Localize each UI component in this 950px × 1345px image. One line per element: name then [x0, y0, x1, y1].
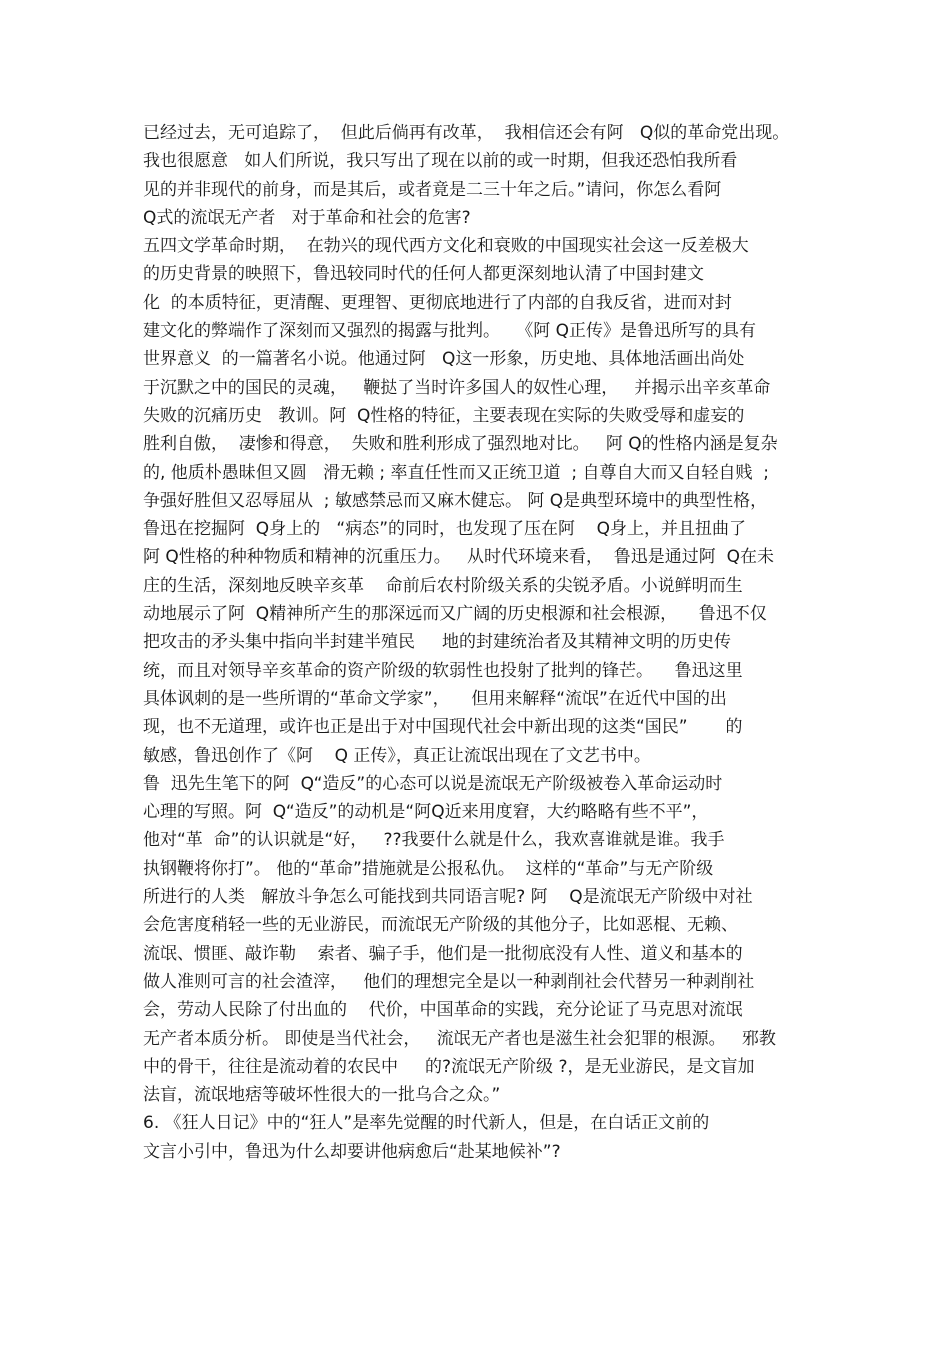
text-line: 的历史背景的映照下，鲁迅较同时代的任何人都更深刻地认清了中国封建文 [143, 264, 704, 285]
text-line: 会危害度稍轻一些的无业游民，而流氓无产阶级的其他分子，比如恶棍、无赖、 [143, 915, 738, 936]
text-line: 把攻击的矛头集中指向半封建半殖民 地的封建统治者及其精神文明的历史传 [143, 632, 732, 653]
text-line: 中的骨干，往往是流动着的农民中 的?流氓无产阶级 ?，是无业游民，是文盲加 [143, 1056, 755, 1077]
text-line: 鲁迅在挖掘阿 Q身上的 “病态”的同时，也发现了压在阿 Q身上，并且扭曲了 [143, 519, 747, 540]
text-line: 的, 他质朴愚昧但又圆 滑无赖 ; 率直任性而又正统卫道 ; 自尊自大而又自轻自贱 ; [143, 462, 770, 483]
text-line: 已经过去，无可追踪了， 但此后倘再有改革， 我相信还会有阿 Q似的革命党出现。 [143, 123, 790, 143]
text-line: 争强好胜但又忍辱屈从 ; 敏感禁忌而又麻木健忘。 阿 Q是典型环境中的典型性格， [143, 490, 768, 511]
text-line: 流氓、惯匪、敲诈勒 索者、骗子手，他们是一批彻底没有人性、道义和基本的 [143, 943, 743, 964]
text-line: 于沉默之中的国民的灵魂， 鞭挞了当时许多国人的奴性心理， 并揭示出辛亥革命 [143, 377, 771, 398]
text-line: 统，而且对领导辛亥革命的资产阶级的软弱性也投射了批判的锋芒。 鲁迅这里 [143, 660, 743, 681]
text-line: 无产者本质分析。 即使是当代社会， 流氓无产者也是滋生社会犯罪的根源。 邪教 [143, 1028, 776, 1049]
text-line: 法盲，流氓地痞等破坏性很大的一批乌合之众。” [143, 1085, 501, 1106]
text-line: 鲁 迅先生笔下的阿 Q“造反”的心态可以说是流氓无产阶级被卷入革命运动时 [143, 773, 723, 794]
text-line: 世界意义 的一篇著名小说。他通过阿 Q这一形象，历史地、具体地活画出尚处 [143, 349, 745, 370]
text-line: 心理的写照。阿 Q“造反”的动机是“阿Q近来用度窘，大约略略有些不平”， [143, 802, 709, 823]
text-line: 所进行的人类 解放斗争怎么可能找到共同语言呢? 阿 Q是流氓无产阶级中对社 [143, 887, 753, 908]
text-line: 动地展示了阿 Q精神所产生的那深远而又广阔的历史根源和社会根源， 鲁迅不仅 [143, 604, 767, 625]
text-line: Q式的流氓无产者 对于革命和社会的危害? [143, 207, 471, 228]
text-line: 见的并非现代的前身，而是其后，或者竟是二三十年之后。”请问，你怎么看阿 [143, 179, 722, 200]
text-line: 庄的生活，深刻地反映辛亥革 命前后农村阶级关系的尖锐矛盾。小说鲜明而生 [143, 575, 743, 596]
text-line: 执钢鞭将你打”。 他的“革命”措施就是公报私仇。 这样的“革命”与无产阶级 [143, 858, 714, 879]
text-line: 他对“革 命”的认识就是“好， ??我要什么就是什么，我欢喜谁就是谁。我手 [143, 830, 725, 851]
text-line: 具体讽刺的是一些所谓的“革命文学家”， 但用来解释“流氓”在近代中国的出 [143, 688, 727, 709]
text-line: 会，劳动人民除了付出血的 代价，中国革命的实践，充分论证了马克思对流氓 [143, 1000, 743, 1021]
text-line: 文言小引中，鲁迅为什么却要讲他病愈后“赴某地候补”? [143, 1141, 561, 1162]
text-line: 敏感，鲁迅创作了《阿 Q 正传》，真正让流氓出现在了文艺书中。 [143, 745, 651, 766]
text-line: 失败的沉痛历史 教训。阿 Q性格的特征，主要表现在实际的失败受辱和虚妄的 [143, 405, 745, 426]
text-line: 阿 Q性格的种种物质和精神的沉重压力。 从时代环境来看， 鲁迅是通过阿 Q在未 [143, 547, 774, 568]
text-line: 6. 《狂人日记》中的“狂人”是率先觉醒的时代新人，但是，在白话正文前的 [143, 1113, 710, 1134]
text-line: 化 的本质特征，更清醒、更理智、更彻底地进行了内部的自我反省，进而对封 [143, 292, 732, 313]
body-text [143, 119, 823, 1166]
text-line: 现，也不无道理，或许也正是出于对中国现代社会中新出现的这类“国民” 的 [143, 717, 743, 738]
text-line: 建文化的弊端作了深刻而又强烈的揭露与批判。 《阿 Q正传》是鲁迅所写的具有 [143, 321, 756, 342]
text-line: 我也很愿意 如人们所说，我只写出了现在以前的或一时期，但我还恐怕我所看 [143, 151, 738, 172]
text-line: 做人准则可言的社会渣滓， 他们的理想完全是以一种剥削社会代替另一种剥削社 [143, 971, 755, 992]
text-line: 五四文学革命时期， 在勃兴的现代西方文化和衰败的中国现实社会这一反差极大 [143, 236, 749, 257]
text-line: 胜利自傲， 凄惨和得意， 失败和胜利形成了强烈地对比。 阿 Q的性格内涵是复杂 [143, 434, 778, 455]
